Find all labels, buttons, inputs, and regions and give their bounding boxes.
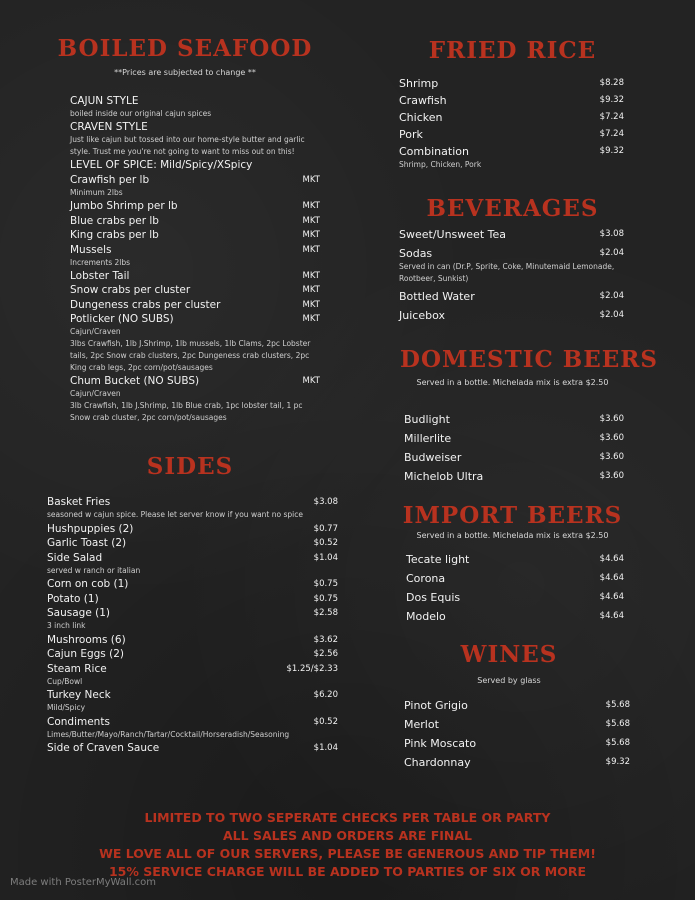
boiled-seafood-title: BOILED SEAFOOD bbox=[57, 35, 313, 62]
item-price: $0.75 bbox=[313, 579, 338, 589]
footer-line-checks: LIMITED TO TWO SEPERATE CHECKS PER TABLE OR PARTY bbox=[144, 810, 551, 825]
menu-item bbox=[47, 716, 338, 741]
item-name: Turkey Neck bbox=[47, 689, 111, 701]
item-name: Chum Bucket (NO SUBS) bbox=[70, 375, 200, 388]
domestic-beers-note: Served in a bottle. Michelada mix is extra $2.50 bbox=[416, 378, 609, 387]
item-price: $5.68 bbox=[605, 700, 630, 710]
wines-note: Served by glass bbox=[477, 676, 541, 685]
menu-item bbox=[399, 145, 624, 171]
watermark: Made with PosterMyWall.com bbox=[10, 877, 157, 888]
item-description: Mild/Spicy bbox=[47, 703, 86, 712]
menu-item bbox=[404, 737, 630, 751]
item-name: Millerlite bbox=[404, 432, 452, 445]
menu-item bbox=[406, 591, 624, 605]
item-price: $5.68 bbox=[605, 738, 630, 748]
beverages-title: BEVERAGES bbox=[426, 195, 599, 222]
item-price: MKT bbox=[302, 270, 320, 281]
menu-item bbox=[70, 200, 322, 213]
item-description: boiled inside our original cajun spices bbox=[70, 109, 212, 118]
menu-item bbox=[70, 95, 322, 120]
item-description: Just like cajun but tossed into our home-style butter and garlic style. Trust me you're not going to want to miss out on this! bbox=[70, 135, 305, 157]
item-description: served w ranch or italian bbox=[47, 565, 141, 575]
item-name: Sodas bbox=[399, 247, 433, 260]
item-name: Crawfish per lb bbox=[70, 173, 150, 186]
item-name: Steam Rice bbox=[47, 662, 107, 675]
item-price: $3.60 bbox=[599, 414, 624, 424]
item-name: Pork bbox=[399, 128, 423, 141]
item-name: Blue crabs per lb bbox=[70, 214, 159, 227]
item-name: Garlic Toast (2) bbox=[47, 537, 127, 549]
item-price: $0.75 bbox=[313, 593, 338, 604]
item-name: Jumbo Shrimp per lb bbox=[70, 200, 178, 213]
item-price: $0.52 bbox=[313, 538, 338, 548]
menu-item bbox=[47, 742, 338, 755]
wines-title: WINES bbox=[460, 641, 558, 668]
item-name: Dos Equis bbox=[406, 591, 461, 604]
item-description: 3 inch link bbox=[47, 621, 86, 630]
item-name: Dungeness crabs per cluster bbox=[70, 298, 221, 311]
menu-item bbox=[399, 128, 624, 142]
import-beers-list bbox=[406, 553, 624, 629]
import-beers-title: IMPORT BEERS bbox=[402, 502, 623, 529]
item-price: $2.04 bbox=[599, 291, 624, 301]
item-name: Chicken bbox=[399, 111, 443, 124]
sides-title: SIDES bbox=[146, 453, 234, 480]
item-description: Cup/Bowl bbox=[47, 676, 83, 686]
item-price: $4.64 bbox=[599, 573, 624, 583]
wines-list bbox=[404, 699, 630, 775]
menu-item bbox=[70, 375, 322, 423]
item-price: $1.25/$2.33 bbox=[286, 663, 338, 674]
item-price: $4.64 bbox=[599, 611, 624, 621]
menu-item bbox=[47, 593, 338, 606]
item-name: CAJUN STYLE bbox=[70, 95, 139, 107]
item-name: Potlicker (NO SUBS) bbox=[70, 313, 174, 326]
item-price: $9.32 bbox=[605, 757, 630, 767]
menu-item bbox=[70, 229, 322, 242]
item-description: Limes/Butter/Mayo/Ranch/Tartar/Cocktail/Horseradish/Seasoning bbox=[47, 729, 290, 739]
domestic-beers-title: DOMESTIC BEERS bbox=[400, 346, 658, 373]
menu-item bbox=[70, 244, 322, 269]
menu-item bbox=[70, 284, 322, 297]
item-name: Pinot Grigio bbox=[404, 699, 468, 712]
item-price: MKT bbox=[302, 215, 320, 226]
menu-item bbox=[47, 537, 338, 550]
menu-item bbox=[404, 432, 624, 446]
item-price: $9.32 bbox=[599, 146, 624, 156]
item-name: Basket Fries bbox=[47, 496, 111, 508]
item-name: Juicebox bbox=[399, 309, 445, 322]
item-price: $9.32 bbox=[599, 95, 624, 105]
fried-rice-title: FRIED RICE bbox=[428, 37, 597, 64]
item-price: $3.08 bbox=[313, 497, 338, 507]
item-price: MKT bbox=[302, 314, 320, 325]
footer-line-tip: WE LOVE ALL OF OUR SERVERS, PLEASE BE GENEROUS AND TIP THEM! bbox=[99, 846, 596, 861]
item-price: $0.77 bbox=[313, 523, 338, 534]
item-price: $3.60 bbox=[599, 452, 624, 462]
menu-item bbox=[406, 610, 624, 624]
menu-item bbox=[47, 689, 338, 714]
menu-item bbox=[399, 94, 624, 108]
menu-item bbox=[70, 174, 322, 199]
footer-line-final: ALL SALES AND ORDERS ARE FINAL bbox=[223, 828, 472, 843]
menu-item bbox=[47, 648, 338, 661]
menu-item bbox=[47, 523, 338, 536]
item-name: Sausage (1) bbox=[47, 607, 110, 619]
item-name: Snow crabs per cluster bbox=[70, 284, 191, 297]
item-price: $2.04 bbox=[599, 248, 624, 258]
item-price: $3.60 bbox=[599, 433, 624, 443]
item-name: King crabs per lb bbox=[70, 229, 159, 242]
menu-item bbox=[47, 552, 338, 577]
menu-item bbox=[47, 607, 338, 632]
menu-item bbox=[404, 756, 630, 770]
item-name: Condiments bbox=[47, 715, 110, 728]
menu-item bbox=[399, 309, 624, 323]
item-name: Side Salad bbox=[47, 551, 103, 564]
menu-item bbox=[404, 451, 624, 465]
item-price: MKT bbox=[302, 244, 320, 255]
item-price: $4.64 bbox=[599, 592, 624, 602]
item-name: Budweiser bbox=[404, 451, 462, 464]
item-name: Merlot bbox=[404, 718, 439, 731]
menu-item bbox=[399, 247, 624, 285]
menu-item bbox=[399, 228, 624, 242]
menu-item bbox=[47, 663, 338, 688]
footer-line-service-charge: 15% SERVICE CHARGE WILL BE ADDED TO PARTIES OF SIX OR MORE bbox=[108, 864, 587, 879]
menu-item bbox=[399, 290, 624, 304]
item-name: LEVEL OF SPICE: Mild/Spicy/XSpicy bbox=[70, 159, 253, 172]
menu-item bbox=[70, 313, 322, 373]
item-name: Budlight bbox=[404, 413, 450, 426]
menu-item bbox=[70, 299, 322, 312]
menu-item bbox=[406, 572, 624, 586]
item-name: Crawfish bbox=[399, 94, 447, 107]
item-price: $2.56 bbox=[313, 649, 338, 659]
menu-item bbox=[70, 270, 322, 283]
item-price: $1.04 bbox=[313, 552, 338, 563]
item-name: Pink Moscato bbox=[404, 737, 477, 750]
item-price: MKT bbox=[302, 285, 320, 296]
item-price: $5.68 bbox=[605, 719, 630, 729]
item-name: Sweet/Unsweet Tea bbox=[399, 228, 506, 241]
item-price: $6.20 bbox=[313, 690, 338, 700]
menu-item bbox=[70, 159, 322, 172]
item-price: $7.24 bbox=[599, 129, 624, 139]
fried-rice-list bbox=[399, 77, 624, 174]
item-name: Michelob Ultra bbox=[404, 470, 484, 483]
item-price: $2.58 bbox=[313, 608, 338, 618]
item-price: MKT bbox=[302, 230, 320, 241]
domestic-beers-list bbox=[404, 413, 624, 489]
item-description: Cajun/Craven 3lbs Crawfish, 1lb J.Shrimp, 1lb mussels, 1lb Clams, 2pc Lobster tails, 2pc Snow crab clusters, 2pc Dungeness crab clusters, 2pc King crab legs, 2pc corn/pot/sausages bbox=[70, 327, 311, 372]
sides-list bbox=[47, 496, 338, 757]
menu-item bbox=[404, 470, 624, 484]
item-description: Cajun/Craven 3lb Crawfish, 1lb J.Shrimp, 1lb Blue crab, 1pc lobster tail, 1 pc Snow crab cluster, 2pc corn/pot/sausages bbox=[70, 389, 303, 422]
item-price: $3.60 bbox=[599, 471, 624, 481]
item-price: $3.08 bbox=[599, 229, 624, 239]
menu-item bbox=[70, 121, 322, 158]
item-price: MKT bbox=[302, 376, 320, 387]
item-name: Mushrooms (6) bbox=[47, 633, 126, 646]
item-name: Chardonnay bbox=[404, 756, 471, 769]
item-name: Bottled Water bbox=[399, 290, 475, 303]
item-price: MKT bbox=[302, 299, 320, 310]
menu-item bbox=[70, 215, 322, 228]
item-price: $3.62 bbox=[313, 634, 338, 645]
item-name: Hushpuppies (2) bbox=[47, 522, 134, 535]
menu-item bbox=[47, 578, 338, 591]
item-price: $0.52 bbox=[313, 716, 338, 727]
item-name: Modelo bbox=[406, 610, 446, 623]
item-name: Cajun Eggs (2) bbox=[47, 648, 124, 660]
menu-item bbox=[399, 111, 624, 125]
item-price: MKT bbox=[302, 174, 320, 185]
import-beers-note: Served in a bottle. Michelada mix is extra $2.50 bbox=[416, 531, 609, 540]
item-name: Potato (1) bbox=[47, 592, 99, 605]
item-description: seasoned w cajun spice. Please let server know if you want no spice bbox=[47, 510, 303, 519]
menu-item bbox=[47, 634, 338, 647]
boiled-seafood-list bbox=[70, 95, 322, 425]
menu-item bbox=[47, 496, 338, 521]
item-name: CRAVEN STYLE bbox=[70, 121, 148, 134]
menu-item bbox=[404, 413, 624, 427]
item-name: Tecate light bbox=[406, 553, 470, 566]
price-change-note: **Prices are subjected to change ** bbox=[114, 68, 256, 77]
item-description: Increments 2lbs bbox=[70, 257, 131, 267]
item-description: Served in can (Dr.P, Sprite, Coke, Minutemaid Lemonade, Rootbeer, Sunkist) bbox=[399, 261, 615, 283]
item-name: Side of Craven Sauce bbox=[47, 742, 160, 754]
item-name: Lobster Tail bbox=[70, 269, 130, 282]
item-price: $8.28 bbox=[599, 78, 624, 88]
item-description: Minimum 2lbs bbox=[70, 187, 123, 197]
item-price: MKT bbox=[302, 201, 320, 212]
item-name: Corn on cob (1) bbox=[47, 578, 129, 590]
menu-item bbox=[399, 77, 624, 91]
item-price: $7.24 bbox=[599, 112, 624, 122]
item-price: $2.04 bbox=[599, 310, 624, 320]
item-price: $4.64 bbox=[599, 554, 624, 564]
item-name: Mussels bbox=[70, 243, 112, 256]
beverages-list bbox=[399, 228, 624, 328]
item-price: $1.04 bbox=[313, 743, 338, 753]
item-description: Shrimp, Chicken, Pork bbox=[399, 159, 482, 169]
item-name: Corona bbox=[406, 572, 446, 585]
menu-item bbox=[406, 553, 624, 567]
menu-item bbox=[404, 699, 630, 713]
item-name: Shrimp bbox=[399, 77, 439, 90]
menu-item bbox=[404, 718, 630, 732]
item-name: Combination bbox=[399, 145, 469, 158]
